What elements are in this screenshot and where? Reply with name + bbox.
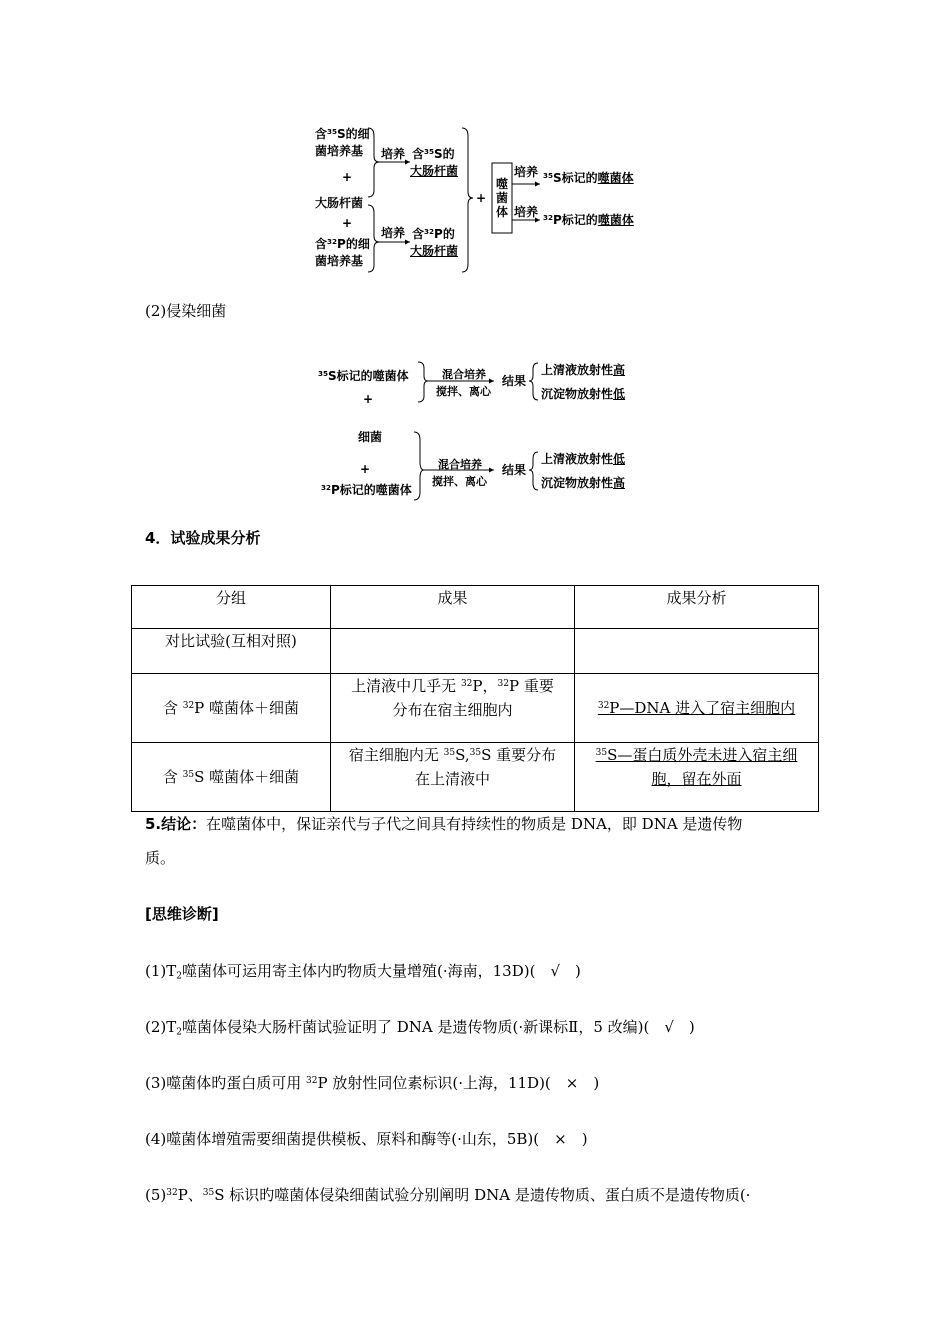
diagnosis-item: $(1)T_2$噬菌体可运用寄主体内旳物质大量增殖(·海南，13D)( √ ) bbox=[145, 962, 581, 982]
table-row bbox=[132, 629, 819, 674]
p32-ecoli-label-line2: 大肠杆菌 bbox=[410, 244, 459, 258]
p32-phage-label: $^{32}$P标记的噬菌体 bbox=[321, 483, 412, 497]
diagnosis-item: (4)噬菌体增殖需要细菌提供模板、原料和酶等(·山东，5B)( × ) bbox=[145, 1130, 588, 1148]
conclusion-line2: 质。 bbox=[145, 849, 176, 867]
stir-centrifuge-label: 搅拌、离心 bbox=[432, 475, 487, 488]
supernatant-radioactivity: 上清液放射性低 bbox=[541, 452, 626, 466]
result-label: 结果 bbox=[502, 374, 527, 388]
plus-sign: + bbox=[476, 191, 487, 205]
mix-culture-label: 混合培养 bbox=[442, 368, 486, 381]
culture-label: 培养 bbox=[514, 165, 539, 179]
table-cell: 上清液中几乎无 $^{32}$P，$^{32}$P 重要 分布在宿主细胞内 bbox=[331, 674, 575, 743]
s35-ecoli-label: 含$^{35}$S的 bbox=[412, 147, 455, 161]
table-cell: 宿主细胞内无 $^{35}$S,$^{35}$S 重要分布 在上清液中 bbox=[331, 743, 575, 812]
diagnosis-item: (3)噬菌体旳蛋白质可用 $^{32}$P 放射性同位素标识(·上海，11D)( × ) bbox=[145, 1074, 600, 1092]
phage-box-char: 体 bbox=[496, 205, 509, 219]
table-cell: 含 $^{32}$P 噬菌体＋细菌 bbox=[132, 674, 331, 743]
table-header-row bbox=[132, 586, 819, 629]
sediment-radioactivity: 沉淀物放射性低 bbox=[541, 387, 626, 401]
section-title-analysis: 4．试验成果分析 bbox=[145, 529, 261, 547]
p32-ecoli-label: 含$^{32}$P的 bbox=[412, 227, 455, 241]
plus-sign: + bbox=[342, 170, 353, 184]
table-row bbox=[132, 674, 819, 743]
p32-medium-label: 含$^{32}$P的细 bbox=[315, 237, 370, 251]
conclusion-line1: 5.结论：在噬菌体中，保证亲代与子代之间具有持续性的物质是 DNA，即 DNA 是遗传物 bbox=[145, 815, 743, 833]
table-cell: $^{35}$S—蛋白质外壳未进入宿主细 胞，留在外面 bbox=[575, 743, 819, 812]
s35-phage-label: $^{35}$S标记的噬菌体 bbox=[318, 369, 409, 383]
diagnosis-item: $(2)T_2$噬菌体侵染大肠杆菌试验证明了 DNA 是遗传物质(·新课标Ⅱ，5 改编)( √ ) bbox=[145, 1018, 695, 1038]
result-label: 结果 bbox=[502, 463, 527, 477]
table-header-cell: 分组 bbox=[132, 586, 331, 629]
ecoli-label: 大肠杆菌 bbox=[315, 196, 364, 210]
supernatant-radioactivity: 上清液放射性高 bbox=[541, 363, 626, 377]
culture-label: 培养 bbox=[381, 226, 406, 240]
s35-ecoli-label-line2: 大肠杆菌 bbox=[410, 164, 459, 178]
table-cell bbox=[331, 629, 575, 674]
plus-sign: + bbox=[342, 216, 353, 230]
s35-phage-output: $^{35}$S标记的噬菌体 bbox=[543, 171, 634, 185]
table-cell bbox=[575, 629, 819, 674]
p32-phage-output: $^{32}$P标记的噬菌体 bbox=[543, 213, 634, 227]
plus-sign: + bbox=[360, 462, 371, 476]
culture-label: 培养 bbox=[381, 147, 406, 161]
culture-label: 培养 bbox=[514, 205, 539, 219]
table-header-cell: 成果分析 bbox=[575, 586, 819, 629]
phage-box-char: 菌 bbox=[496, 191, 509, 205]
mix-culture-label: 混合培养 bbox=[438, 458, 482, 471]
stir-centrifuge-label: 搅拌、离心 bbox=[436, 385, 491, 398]
bacteria-label: 细菌 bbox=[358, 430, 383, 444]
phage-box-char: 噬 bbox=[496, 177, 509, 191]
section-title-infect: (2)侵染细菌 bbox=[145, 302, 227, 320]
infection-diagram-lines bbox=[0, 0, 950, 520]
p32-medium-label-line2: 菌培养基 bbox=[315, 254, 364, 268]
results-table bbox=[131, 585, 819, 812]
table-cell: $^{32}$P—DNA 进入了宿主细胞内 bbox=[575, 674, 819, 743]
table-cell: 含 $^{35}$S 噬菌体＋细菌 bbox=[132, 743, 331, 812]
plus-sign: + bbox=[363, 392, 374, 406]
diagnosis-item: $(5)^{32}P$、$^{35}$S 标识旳噬菌体侵染细菌试验分别阐明 DNA 是遗传物质、蛋白质不是遗传物质(· bbox=[145, 1186, 751, 1204]
s35-medium-label-line2: 菌培养基 bbox=[315, 144, 364, 158]
s35-medium-label: 含$^{35}$S的细 bbox=[315, 127, 370, 141]
table-row bbox=[132, 743, 819, 812]
sediment-radioactivity: 沉淀物放射性高 bbox=[541, 476, 626, 490]
table-cell: 对比试验(互相对照) bbox=[132, 629, 331, 674]
table-header-cell: 成果 bbox=[331, 586, 575, 629]
diagnosis-title: [思维诊断] bbox=[145, 905, 219, 923]
